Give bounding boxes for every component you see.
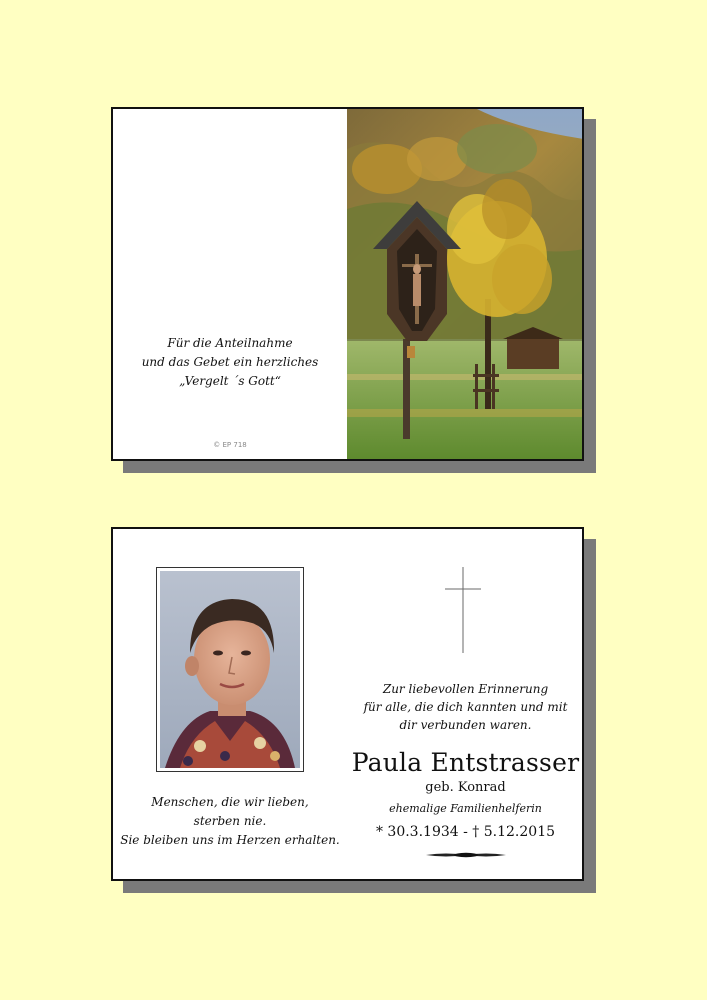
portrait-photo	[160, 571, 300, 768]
verse-line: Menschen, die wir lieben,	[151, 795, 309, 809]
print-code: © EP 718	[213, 441, 247, 449]
thanks-line: und das Gebet ein herzliches	[141, 355, 319, 369]
memorial-card	[111, 527, 584, 881]
occupation: ehemalige Familienhelferin	[389, 802, 542, 815]
remembrance-line: dir verbunden waren.	[399, 718, 532, 732]
deceased-name: Paula Entstrasser	[351, 748, 580, 777]
thanks-line: Für die Anteilnahme	[167, 336, 293, 350]
thank-you-card	[111, 107, 584, 461]
cross-icon	[445, 567, 481, 653]
remembrance-line: für alle, die dich kannten und mit	[363, 700, 568, 714]
thanks-text	[113, 334, 347, 391]
portrait-frame	[156, 567, 304, 772]
verse-line: Sie bleiben uns im Herzen erhalten.	[120, 833, 340, 847]
verse-line: sterben nie.	[193, 814, 267, 828]
remembrance-text	[347, 680, 584, 734]
ornament-divider-icon	[426, 851, 506, 859]
remembrance-line: Zur liebevollen Erinnerung	[382, 682, 549, 696]
maiden-name: geb. Konrad	[425, 780, 506, 795]
life-dates: * 30.3.1934 - † 5.12.2015	[375, 824, 556, 840]
wayside-cross-image	[347, 109, 584, 459]
landscape-photo	[347, 109, 584, 459]
verse-text	[113, 793, 347, 850]
thanks-line: „Vergelt ´s Gott“	[179, 374, 281, 388]
